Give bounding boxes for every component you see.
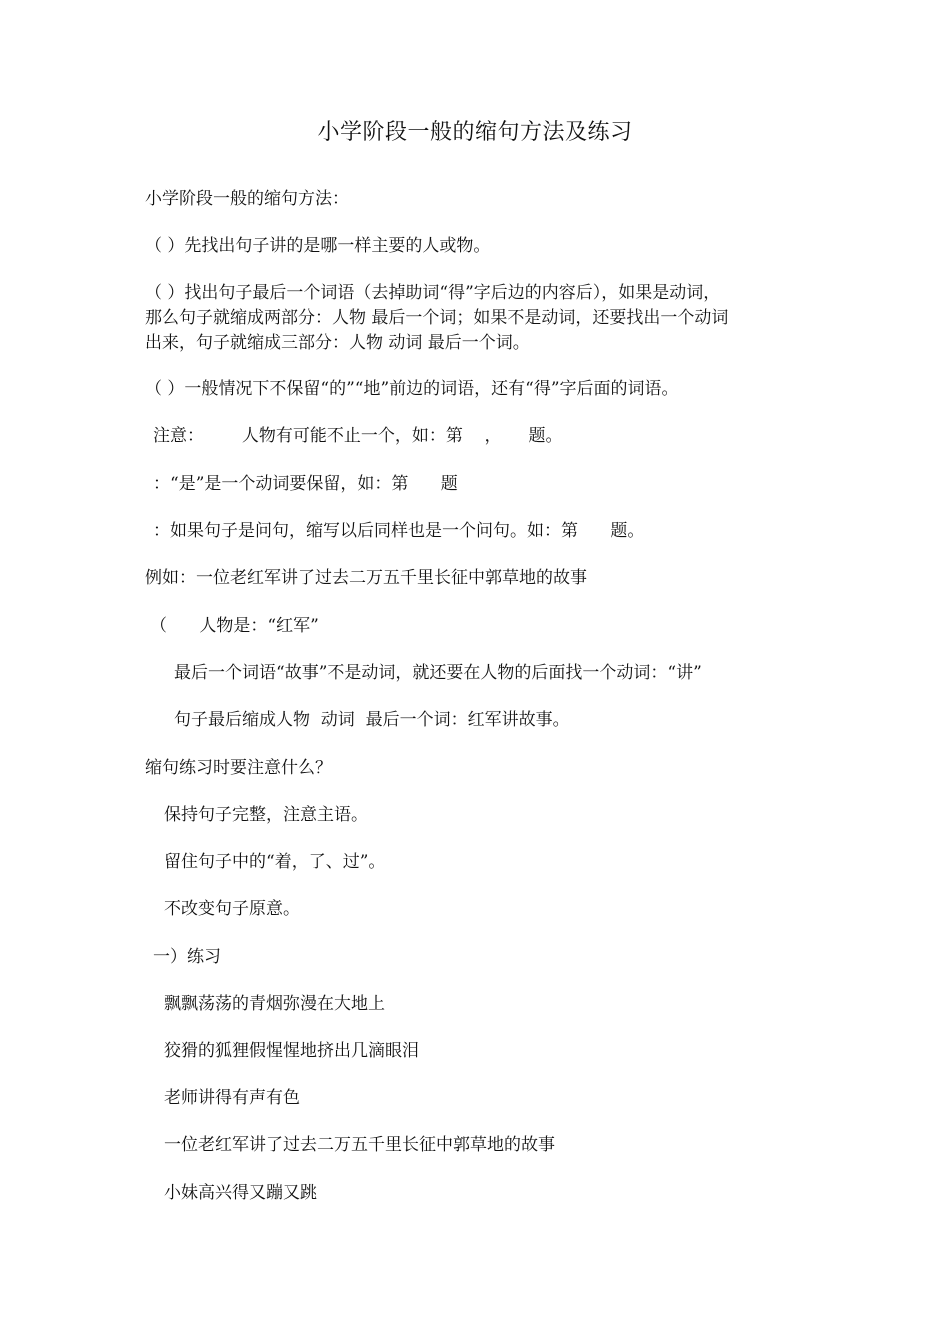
note-1: 注意： 人物有可能不止一个，如：第 ， 题。: [153, 426, 563, 446]
exercise-item: 小妹高兴得又蹦又跳: [164, 1183, 317, 1203]
page-title: 小学阶段一般的缩句方法及练习: [317, 120, 633, 145]
method-step-2: [145, 281, 815, 356]
example-intro: 例如：一位老红军讲了过去二万五千里长征中郭草地的故事: [145, 568, 587, 588]
method-step-1: （ ）先找出句子讲的是哪一样主要的人或物。: [145, 236, 491, 256]
example-result: 句子最后缩成人物 动词 最后一个词：红军讲故事。: [174, 710, 570, 730]
method-step-2-line-3: 出来，句子就缩成三部分：人物 动词 最后一个词。: [145, 333, 530, 353]
exercise-item: 狡猾的狐狸假惺惺地挤出几滴眼泪: [164, 1041, 419, 1061]
example-verb: 最后一个词语“故事”不是动词，就还要在人物的后面找一个动词：“讲”: [174, 663, 702, 683]
methods-heading: 小学阶段一般的缩句方法：: [145, 189, 349, 209]
exercise-item: 飘飘荡荡的青烟弥漫在大地上: [164, 994, 385, 1014]
attention-item: 不改变句子原意。: [164, 899, 300, 919]
attention-heading: 缩句练习时要注意什么？: [145, 758, 332, 778]
attention-item: 保持句子完整，注意主语。: [164, 805, 368, 825]
example-person: （ 人物是：“红军”: [150, 616, 319, 636]
method-step-2-line-2: 那么句子就缩成两部分：人物 最后一个词；如果不是动词，还要找出一个动词: [145, 308, 729, 328]
exercise-item: 老师讲得有声有色: [164, 1088, 300, 1108]
note-2: ：“是”是一个动词要保留，如：第 题: [153, 474, 458, 494]
exercise-item: 一位老红军讲了过去二万五千里长征中郭草地的故事: [164, 1135, 555, 1155]
method-step-3: （ ）一般情况下不保留“的”“地”前边的词语，还有“得”字后面的词语。: [145, 379, 679, 399]
method-step-2-line-1: （ ）找出句子最后一个词语（去掉助词“得”字后边的内容后），如果是动词，: [145, 283, 721, 303]
attention-item: 留住句子中的“着，了、过”。: [164, 852, 386, 872]
exercise-heading: 一）练习: [153, 947, 221, 967]
note-3: ：如果句子是问句，缩写以后同样也是一个问句。如：第 题。: [153, 521, 645, 541]
